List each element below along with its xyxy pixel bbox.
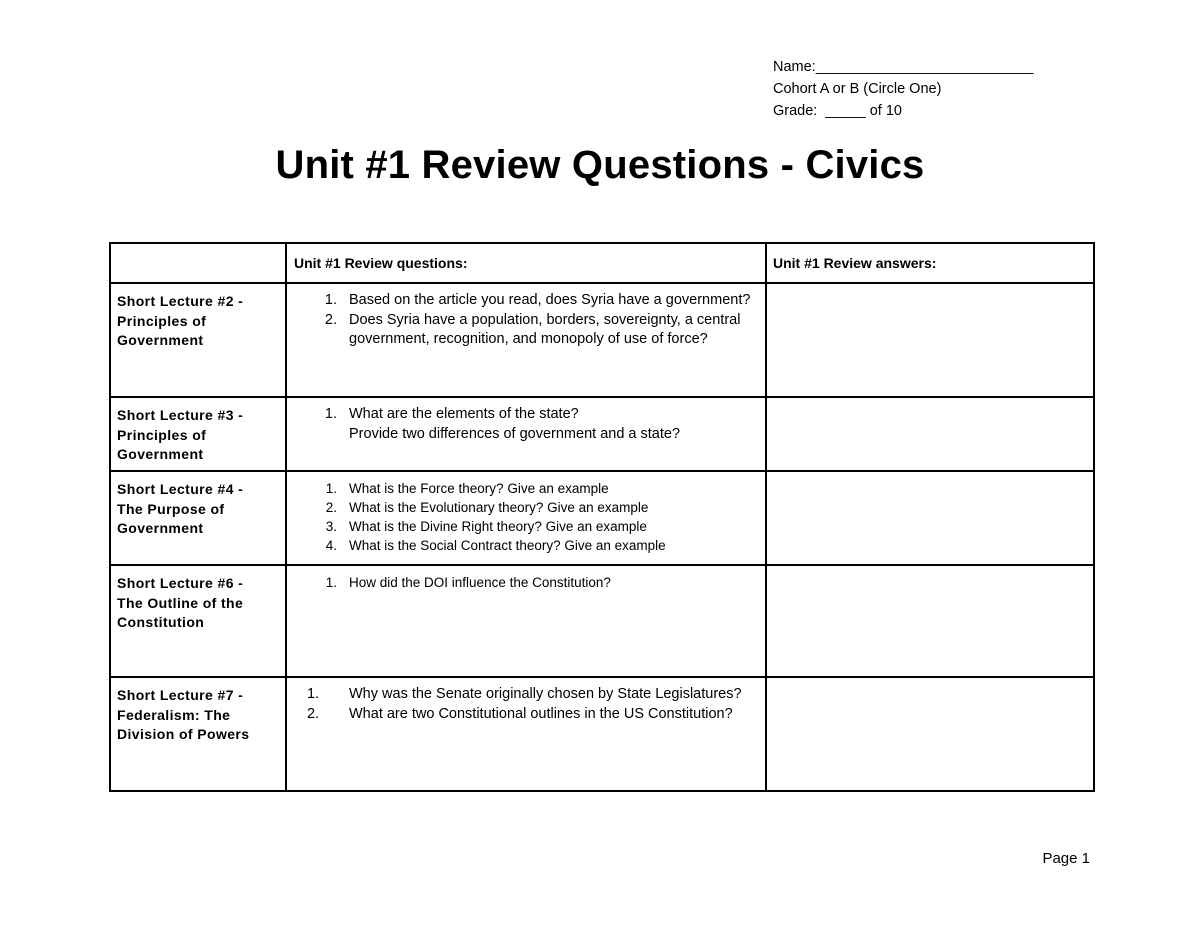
- header-cell-questions: Unit #1 Review questions:: [286, 243, 766, 283]
- table-header-row: [110, 243, 1094, 283]
- lecture-title-line: Division of Powers: [117, 726, 250, 742]
- question-number: 1.: [307, 686, 320, 702]
- questions-cell: [286, 397, 766, 471]
- question-text: Why was the Senate originally chosen by State Legislatures?: [349, 686, 742, 702]
- questions-cell: [286, 677, 766, 791]
- question-number: 2.: [307, 705, 320, 722]
- lecture-title-line: Government: [117, 332, 204, 348]
- lecture-title-line: The Outline of the: [117, 594, 244, 611]
- question-item: [287, 479, 755, 498]
- table-row: [110, 565, 1094, 677]
- name-line: Name:___________________________: [773, 59, 1034, 75]
- lecture-cell: [110, 565, 286, 677]
- questions-cell: [286, 471, 766, 565]
- lecture-title-line: Short Lecture #4 -: [117, 481, 244, 497]
- question-number: 1.: [324, 406, 337, 422]
- answer-cell[interactable]: [766, 283, 1094, 397]
- lecture-title-line: Federalism: The: [117, 706, 231, 723]
- answer-cell[interactable]: [766, 397, 1094, 471]
- table-row: [110, 283, 1094, 397]
- header-cell-lecture: [110, 243, 286, 283]
- question-text: What is the Force theory? Give an example: [349, 481, 609, 496]
- question-number: 1.: [325, 575, 337, 590]
- review-table: [109, 242, 1095, 792]
- lecture-cell: [110, 677, 286, 791]
- question-item: [287, 536, 755, 555]
- question-item: [287, 705, 755, 725]
- question-number: 1.: [324, 292, 337, 308]
- question-item: [287, 291, 755, 311]
- question-text: What is the Social Contract theory? Give an example: [349, 538, 666, 553]
- student-info-block: [773, 56, 1033, 122]
- question-text: What is the Divine Right theory? Give an example: [349, 519, 647, 534]
- grade-line: Grade: _____ of 10: [773, 103, 902, 119]
- lecture-title-line: Short Lecture #6 -: [117, 575, 244, 591]
- question-number: 3.: [325, 519, 337, 534]
- question-text: What is the Evolutionary theory? Give an example: [349, 500, 649, 515]
- lecture-cell: [110, 471, 286, 565]
- lecture-title-line: Government: [117, 520, 204, 536]
- question-number: 2.: [324, 311, 337, 328]
- question-number: 2.: [325, 500, 337, 515]
- lecture-cell: [110, 283, 286, 397]
- question-item: [287, 405, 755, 425]
- lecture-title-line: Short Lecture #2 -: [117, 293, 244, 309]
- answer-cell[interactable]: [766, 471, 1094, 565]
- page-title: Unit #1 Review Questions - Civics: [275, 143, 925, 187]
- lecture-title-line: Short Lecture #7 -: [117, 687, 244, 703]
- table-row: [110, 397, 1094, 471]
- lecture-title-line: Short Lecture #3 -: [117, 407, 244, 423]
- question-item: [287, 498, 755, 517]
- answer-cell[interactable]: [766, 565, 1094, 677]
- question-number: 1.: [325, 481, 337, 496]
- lecture-title-line: Constitution: [117, 614, 205, 630]
- question-item: [287, 573, 755, 592]
- lecture-title-line: Principles of: [117, 426, 207, 443]
- question-text: What are the elements of the state?: [349, 406, 579, 422]
- header-cell-answers: Unit #1 Review answers:: [766, 243, 1094, 283]
- question-text: How did the DOI influence the Constitution?: [349, 575, 611, 590]
- cohort-line: Cohort A or B (Circle One): [773, 81, 942, 97]
- answer-cell[interactable]: [766, 677, 1094, 791]
- lecture-title-line: The Purpose of: [117, 500, 225, 517]
- question-number: 4.: [325, 538, 337, 553]
- question-text: Based on the article you read, does Syria have a government?: [349, 292, 751, 308]
- table-row: [110, 677, 1094, 791]
- table-row: [110, 471, 1094, 565]
- question-item: [287, 517, 755, 536]
- question-text: What are two Constitutional outlines in the US Constitution?: [349, 705, 733, 722]
- lecture-title-line: Government: [117, 446, 204, 462]
- questions-cell: [286, 565, 766, 677]
- question-item: [287, 311, 755, 350]
- questions-cell: [286, 283, 766, 397]
- question-text: Does Syria have a population, borders, sovereignty, a central government, recognition, and monopoly of use of force?: [349, 311, 741, 347]
- lecture-title-line: Principles of: [117, 312, 207, 329]
- page-number: Page 1: [1042, 850, 1090, 867]
- lecture-cell: [110, 397, 286, 471]
- question-item: [287, 685, 755, 705]
- question-continuation: Provide two differences of government and a state?: [349, 425, 681, 442]
